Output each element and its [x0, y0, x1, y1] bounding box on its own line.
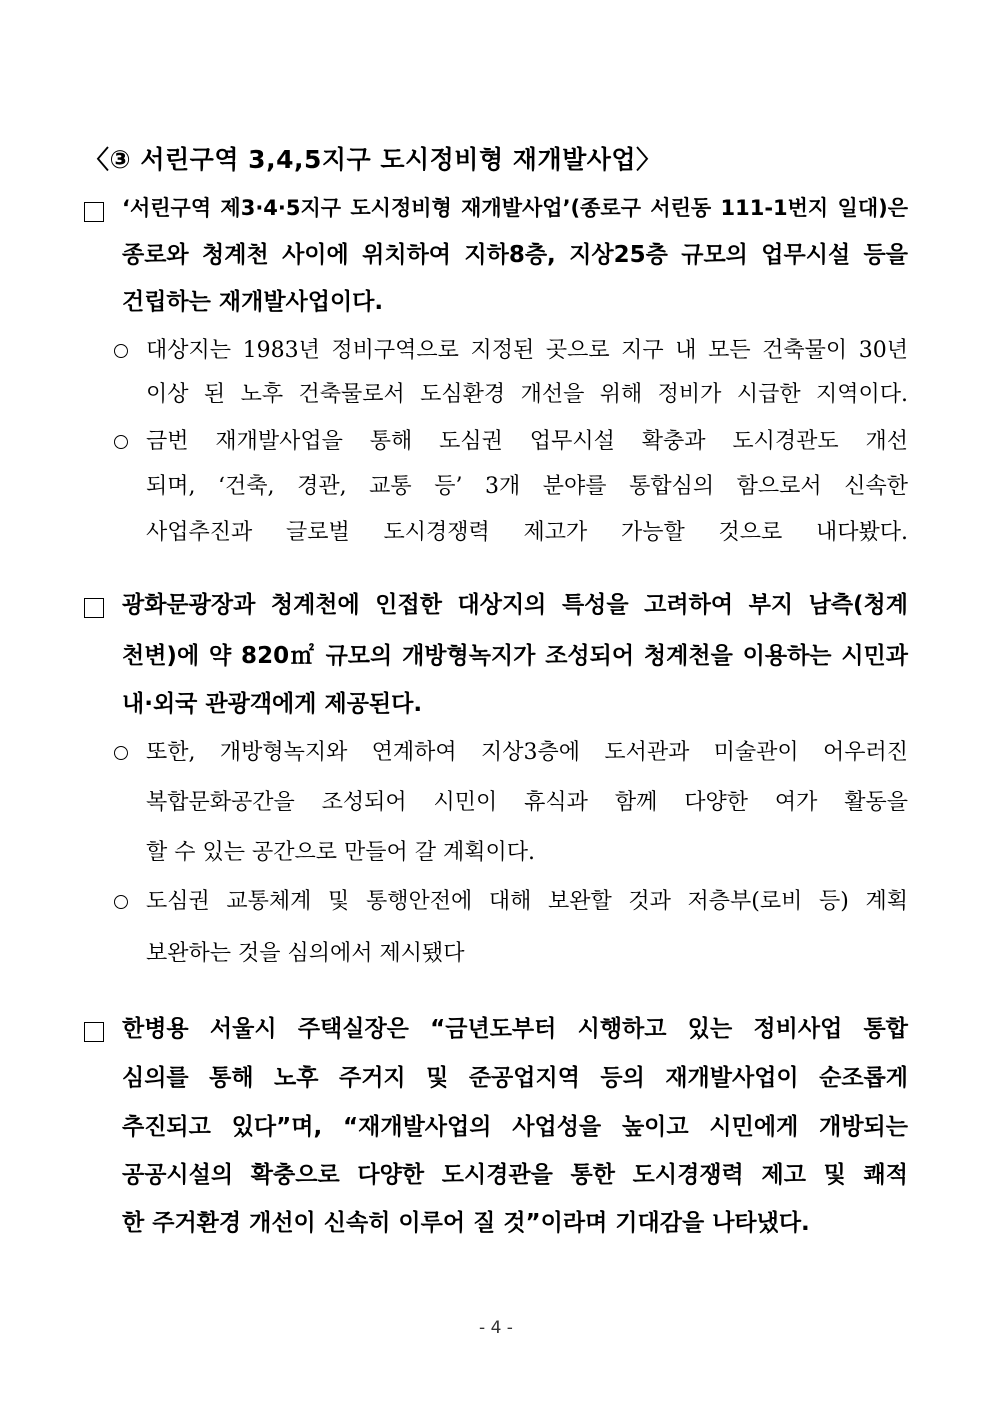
section-title: 〈③ 서린구역 3,4,5지구 도시정비형 재개발사업〉 — [84, 145, 662, 174]
paragraph-line: ‘서린구역 제3·4·5지구 도시정비형 재개발사업’(종로구 서린동 111-1번지 일대)은 — [122, 196, 908, 220]
circle-bullet-icon — [114, 344, 128, 358]
bullet-line: 대상지는 1983년 정비구역으로 지정된 곳으로 지구 내 모든 건축물이 30년 — [146, 338, 908, 363]
paragraph-line: 건립하는 재개발사업이다. — [122, 289, 384, 315]
paragraph-line: 광화문광장과 청계천에 인접한 대상지의 특성을 고려하여 부지 남측(청계 — [122, 592, 908, 618]
square-bullet-icon — [84, 598, 104, 618]
square-bullet-icon — [84, 1022, 104, 1042]
paragraph-line: 천변)에 약 820㎡ 규모의 개방형녹지가 조성되어 청계천을 이용하는 시민과 — [122, 643, 908, 669]
bullet-line: 되며, ‘건축, 경관, 교통 등’ 3개 분야를 통합심의 함으로서 신속한 — [146, 474, 908, 499]
bullet-line: 할 수 있는 공간으로 만들어 갈 계획이다. — [146, 840, 535, 865]
paragraph-line: 종로와 청계천 사이에 위치하여 지하8층, 지상25층 규모의 업무시설 등을 — [122, 242, 908, 268]
circle-bullet-icon — [114, 435, 128, 449]
bullet-line: 이상 된 노후 건축물로서 도심환경 개선을 위해 정비가 시급한 지역이다. — [146, 382, 908, 407]
paragraph-line: 한병용 서울시 주택실장은 “금년도부터 시행하고 있는 정비사업 통합 — [122, 1016, 908, 1042]
bullet-line: 복합문화공간을 조성되어 시민이 휴식과 함께 다양한 여가 활동을 — [146, 790, 908, 815]
bullet-line: 또한, 개방형녹지와 연계하여 지상3층에 도서관과 미술관이 어우러진 — [146, 740, 908, 765]
bullet-line: 사업추진과 글로벌 도시경쟁력 제고가 가능할 것으로 내다봤다. — [146, 520, 908, 545]
bullet-line: 도심권 교통체계 및 통행안전에 대해 보완할 것과 저층부(로비 등) 계획 — [146, 889, 908, 914]
page-number: - 4 - — [479, 1318, 513, 1338]
paragraph-line: 공공시설의 확충으로 다양한 도시경관을 통한 도시경쟁력 제고 및 쾌적 — [122, 1162, 908, 1188]
circle-bullet-icon — [114, 746, 128, 760]
bullet-line: 보완하는 것을 심의에서 제시됐다 — [146, 941, 465, 966]
paragraph-line: 심의를 통해 노후 주거지 및 준공업지역 등의 재개발사업이 순조롭게 — [122, 1065, 908, 1091]
bullet-line: 금번 재개발사업을 통해 도심권 업무시설 확충과 도시경관도 개선 — [146, 429, 908, 454]
paragraph-line: 추진되고 있다”며, “재개발사업의 사업성을 높이고 시민에게 개방되는 — [122, 1114, 908, 1140]
paragraph-line: 내·외국 관광객에게 제공된다. — [122, 691, 423, 717]
square-bullet-icon — [84, 202, 104, 222]
paragraph-line: 한 주거환경 개선이 신속히 이루어 질 것”이라며 기대감을 나타냈다. — [122, 1210, 810, 1236]
circle-bullet-icon — [114, 895, 128, 909]
